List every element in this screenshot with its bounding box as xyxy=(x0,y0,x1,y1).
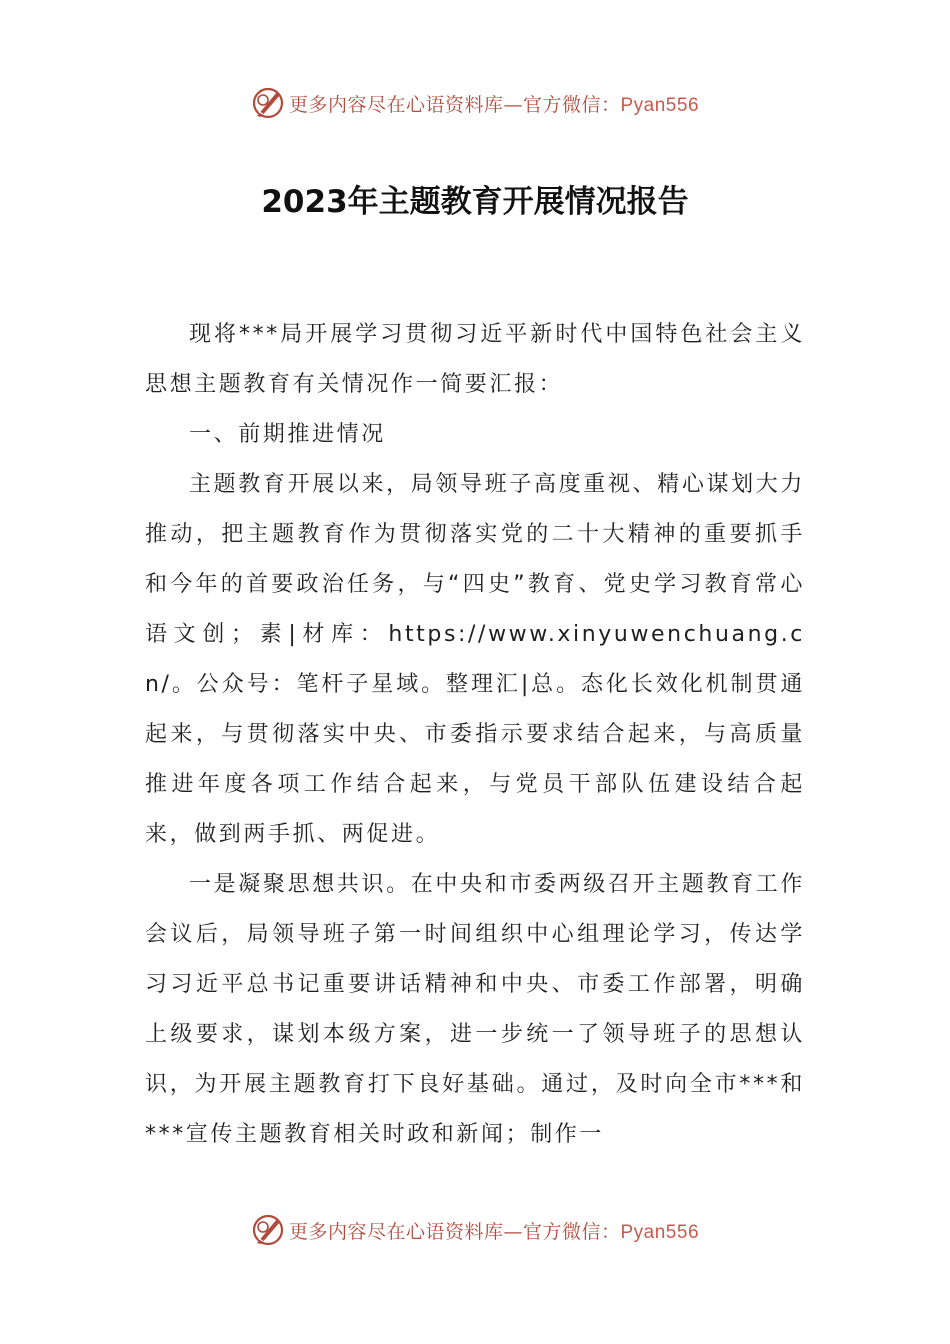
watermark-text: 更多内容尽在心语资料库—官方微信：Pyan556 xyxy=(288,93,700,116)
watermark-text: 更多内容尽在心语资料库—官方微信：Pyan556 xyxy=(288,1220,700,1243)
paragraph-overview: 主题教育开展以来，局领导班子高度重视、精心谋划大力推动，把主题教育作为贯彻落实党的二十大精神的重要抓手和今年的首要政治任务，与“四史”教育、党史学习教育常心语文创；素|材库：https://www.xinyuwenchuang.cn/。公众号：笔杆子星域。整理汇|总。态化长效化机制贯通起来，与贯彻落实中央、市委指示要求结合起来，与高质量推进年度各项工作结合起来，与党员干部队伍建设结合起来，做到两手抓、两促进。 xyxy=(145,472,805,847)
document-title: 2023年主题教育开展情况报告 xyxy=(261,184,689,220)
footer-watermark-banner xyxy=(0,1210,950,1250)
quill-logo-icon xyxy=(251,1213,285,1247)
paragraph-point-1: 一是凝聚思想共识。在中央和市委两级召开主题教育工作会议后，局领导班子第一时间组织中心组理论学习，传达学习习近平总书记重要讲话精神和中央、市委工作部署，明确上级要求，谋划本级方案，进一步统一了领导班子的思想认识，为开展主题教育打下良好基础。通过，及时向全市***和***宣传主题教育相关时政和新闻；制作一 xyxy=(145,872,805,1147)
paragraph-intro: 现将***局开展学习贯彻习近平新时代中国特色社会主义思想主题教育有关情况作一简要汇报： xyxy=(145,322,805,397)
header-watermark-banner xyxy=(0,83,950,123)
quill-logo-icon xyxy=(251,86,285,120)
document-body xyxy=(145,310,805,1160)
section-heading-1: 一、前期推进情况 xyxy=(189,422,386,447)
